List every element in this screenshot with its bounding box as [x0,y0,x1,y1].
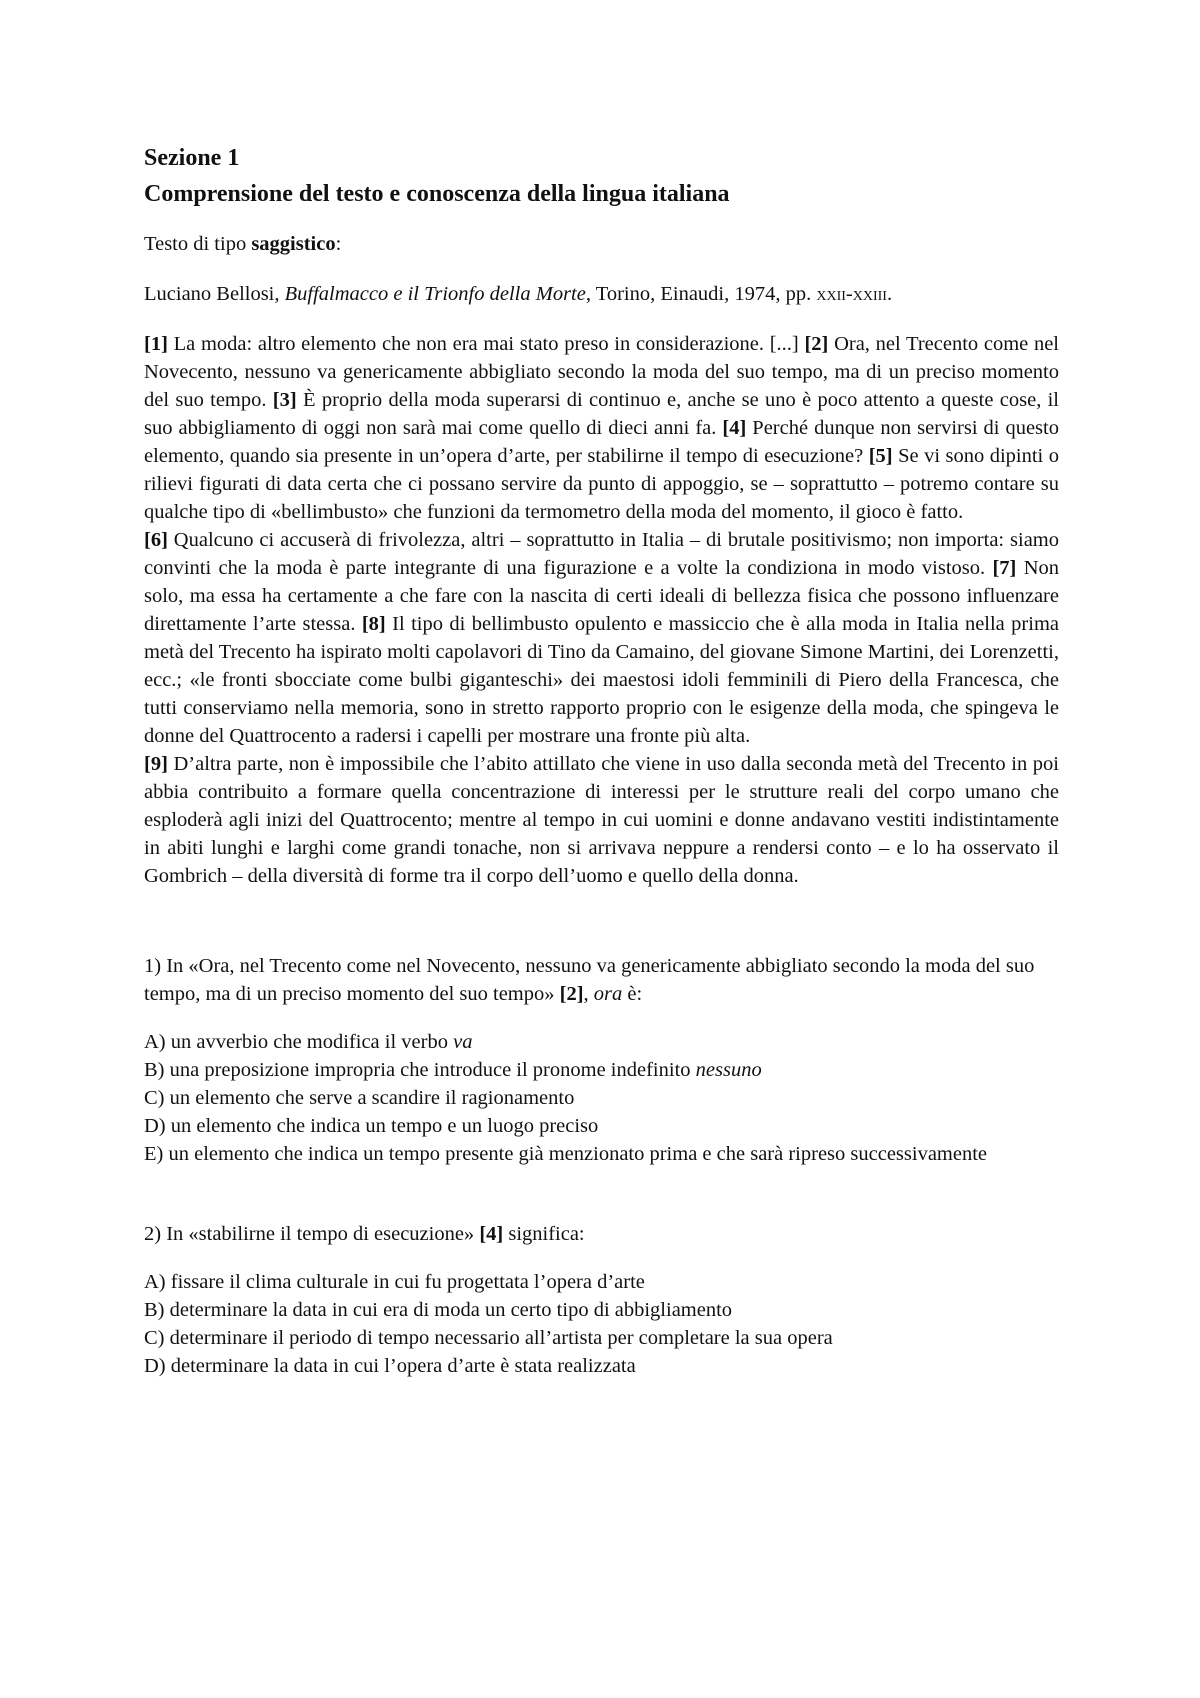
sentence-text: Il tipo di bellimbusto opulento e massiccio che è alla moda in Italia nella prima metà del Trecento ha ispirato molti capolavori di Tino da Camaino, del giovane Simone Martini, dei Lorenzetti, ecc.; «le fronti sbocciate come bulbi giganteschi» dei maestosi idoli femminili di Piero della Francesca, che tutti conserviamo nella memoria, sono in stretto rapporto proprio con le esigenze della moda, che spingeva le donne del Quattrocento a radersi i capelli per mostrare una fronte più alta. [144,613,1060,747]
option-text: B) determinare la data in cui era di moda un certo tipo di abbigliamento [144,1299,733,1321]
answer-options [144,1028,1059,1168]
essay-paragraph [144,330,1059,526]
prompt-text: , [583,983,594,1005]
answer-option-d[interactable] [144,1352,1059,1380]
question-prompt [144,952,1059,1008]
answer-options [144,1268,1059,1380]
question-2 [144,1220,1059,1380]
sentence-ref: [8] [361,613,386,635]
sentence-text: Se vi sono dipinti o rilievi figurati di data certa che ci possano servire da punto di appoggio, se – soprattutto – potremo contare su qualche tipo di «bellimbusto» che funzioni da termometro della moda del momento, il gioco è fatto. [144,445,1059,523]
section-subtitle: Comprensione del testo e conoscenza della lingua italiana [144,181,730,207]
text-kind-line [144,230,1059,258]
text-kind-suffix: : [335,233,342,255]
answer-option-d[interactable] [144,1112,1059,1140]
sentence-text: Non solo, ma essa ha certamente a che fare con la nascita di certi ideali di bellezza fisica che possono influenzare direttamente l’arte stessa. [144,557,1060,635]
sentence-text: Perché dunque non servirsi di questo elemento, quando sia presente in un’opera d’arte, per stabilirne il tempo di esecuzione? [144,417,1059,467]
sentence-ref: [2] [804,333,829,355]
option-text: D) determinare la data in cui l’opera d’arte è stata realizzata [144,1355,636,1377]
document-page [144,140,1059,1380]
section-title: Sezione 1 [144,145,240,171]
option-italic-term: nessuno [695,1059,762,1081]
sentence-ref: [4] [722,417,747,439]
option-italic-term: va [453,1031,473,1053]
citation-end: . [886,283,893,305]
citation-pages: xxii-xxiii [816,283,887,305]
sentence-ref: [9] [144,753,168,775]
option-text: E) un elemento che indica un tempo presente già menzionato prima e che sarà ripreso successivamente [144,1143,988,1165]
question-1 [144,952,1059,1168]
option-text: B) una preposizione impropria che introduce il pronome indefinito [144,1059,696,1081]
essay-paragraph [144,526,1059,750]
sentence-text: Qualcuno ci accuserà di frivolezza, altri – soprattutto in Italia – di brutale positivismo; non importa: siamo convinti che la moda è parte integrante di una figurazione e a volte la condiziona in modo vistoso. [144,529,1059,579]
prompt-text: significa: [503,1223,585,1245]
prompt-ref: [4] [479,1223,504,1245]
text-kind-prefix: Testo di tipo [144,233,252,255]
citation-publication: , Torino, Einaudi, 1974, pp. [585,283,817,305]
option-text: A) fissare il clima culturale in cui fu progettata l’opera d’arte [144,1271,645,1293]
prompt-text: 2) In «stabilirne il tempo di esecuzione» [144,1223,480,1245]
answer-option-a[interactable] [144,1268,1059,1296]
option-text: C) determinare il periodo di tempo necessario all’artista per completare la sua opera [144,1327,833,1349]
essay-paragraph [144,750,1059,890]
answer-option-e[interactable] [144,1140,1059,1168]
prompt-text: 1) In «Ora, nel Trecento come nel Novecento, nessuno va genericamente abbigliato secondo la moda del suo tempo, ma di un preciso momento del suo tempo» [144,955,1035,1005]
sentence-text: Ora, nel Trecento come nel Novecento, nessuno va genericamente abbigliato secondo la moda del suo tempo, ma di un preciso momento del suo tempo. [144,333,1059,411]
option-text: D) un elemento che indica un tempo e un luogo preciso [144,1115,599,1137]
prompt-ref: [2] [559,983,584,1005]
answer-option-a[interactable] [144,1028,1059,1056]
sentence-text: D’altra parte, non è impossibile che l’abito attillato che viene in uso dalla seconda metà del Trecento in poi abbia contribuito a formare quella concentrazione di interessi per le strutture reali del corpo umano che esploderà agli inizi del Quattrocento; mentre al tempo in cui uomini e donne andavano vestiti indistintamente in abiti lunghi e larghi come grandi tonache, non si arrivava neppure a rendersi conto – e lo ha osservato il Gombrich – della diversità di forme tra il corpo dell’uomo e quello della donna. [144,753,1059,887]
prompt-term: ora [593,983,623,1005]
answer-option-b[interactable] [144,1296,1059,1324]
sentence-ref: [7] [992,557,1017,579]
option-text: C) un elemento che serve a scandire il ragionamento [144,1087,575,1109]
sentence-text: La moda: altro elemento che non era mai stato preso in considerazione. [...] [167,333,805,355]
prompt-text: è: [622,983,643,1005]
citation-author: Luciano Bellosi, [144,283,285,305]
essay-text [144,330,1059,890]
answer-option-c[interactable] [144,1324,1059,1352]
bibliographic-citation [144,280,1059,308]
sentence-ref: [6] [144,529,168,551]
citation-work-title: Buffalmacco e il Trionfo della Morte [284,283,586,305]
answer-option-b[interactable] [144,1056,1059,1084]
answer-option-c[interactable] [144,1084,1059,1112]
sentence-ref: [5] [868,445,893,467]
text-kind-value: saggistico [251,233,336,255]
sentence-ref: [1] [144,333,168,355]
sentence-ref: [3] [272,389,297,411]
option-text: A) un avverbio che modifica il verbo [144,1031,454,1053]
sentence-text: È proprio della moda superarsi di continuo e, anche se uno è poco attento a queste cose, il suo abbigliamento di oggi non sarà mai come quello di dieci anni fa. [144,389,1060,439]
question-prompt [144,1220,1059,1248]
